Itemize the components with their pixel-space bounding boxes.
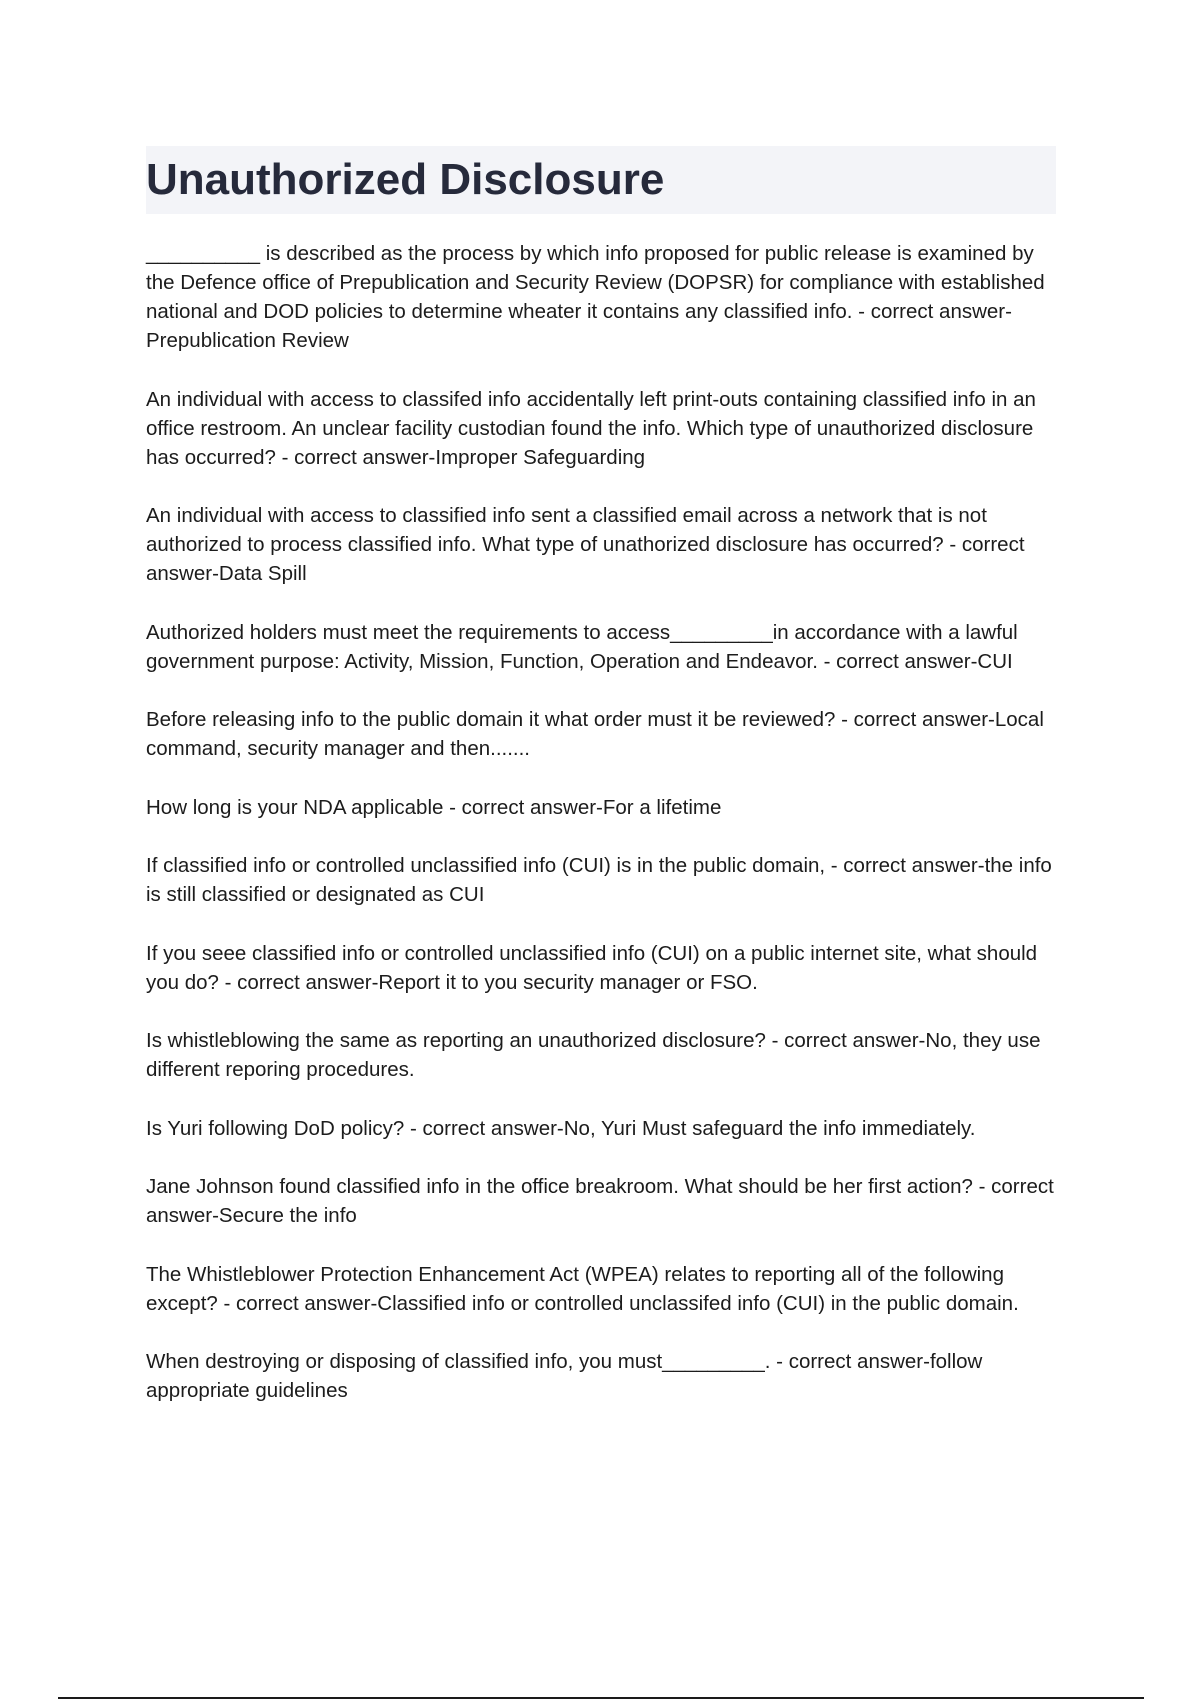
qa-item-text: How long is your NDA applicable - correct answer-For a lifetime xyxy=(146,795,722,819)
qa-item xyxy=(146,939,1066,997)
qa-item-text: Before releasing info to the public domain it what order must it be reviewed? - correct answer-Local command, security manager and then....... xyxy=(146,708,1044,760)
qa-item xyxy=(146,705,1066,763)
page-title: Unauthorized Disclosure xyxy=(146,155,665,204)
qa-item xyxy=(146,1114,1066,1143)
qa-item xyxy=(146,385,1066,472)
qa-list xyxy=(146,239,1066,1435)
qa-item xyxy=(146,239,1066,355)
qa-item xyxy=(146,501,1066,588)
qa-item-text: An individual with access to classifed info accidentally left print-outs containing classified info in an office restroom. An unclear facility custodian found the info. Which type of unauthorized disclosure has occurred? - correct answer-Improper Safeguarding xyxy=(146,387,1036,469)
qa-item-text: __________ is described as the process by which info proposed for public release is examined by the Defence office of Prepublication and Security Review (DOPSR) for compliance with established national and DOD policies to determine wheater it contains any classified info. - correct answer-Prepublication Review xyxy=(146,242,1045,352)
qa-item-text: If you seee classified info or controlled unclassified info (CUI) on a public internet site, what should you do? - correct answer-Report it to you security manager or FSO. xyxy=(146,941,1038,994)
qa-item-text: Is Yuri following DoD policy? - correct answer-No, Yuri Must safeguard the info immediately. xyxy=(146,1116,976,1140)
qa-item-text: If classified info or controlled unclassified info (CUI) is in the public domain, - correct answer-the info is still classified or designated as CUI xyxy=(146,854,1052,906)
qa-item xyxy=(146,1260,1066,1318)
qa-item xyxy=(146,618,1066,676)
qa-item-text: Is whistleblowing the same as reporting an unauthorized disclosure? - correct answer-No, they use different reporing procedures. xyxy=(146,1029,1041,1081)
title-banner xyxy=(146,146,1056,214)
qa-item-text: The Whistleblower Protection Enhancement Act (WPEA) relates to reporting all of the following except? - correct answer-Classified info or controlled unclassifed info (CUI) in the public domain. xyxy=(146,1262,1019,1315)
footer-divider xyxy=(58,1697,1144,1699)
qa-item-text: An individual with access to classified info sent a classified email across a network that is not authorized to process classified info. What type of unathorized disclosure has occurred? - correct answer-Data Spill xyxy=(146,504,1025,585)
qa-item xyxy=(146,1347,1066,1405)
qa-item-text: When destroying or disposing of classified info, you must_________. - correct answer-follow appropriate guidelines xyxy=(146,1350,983,1402)
qa-item xyxy=(146,851,1066,909)
qa-item xyxy=(146,1026,1066,1084)
qa-item-text: Authorized holders must meet the requirements to access_________in accordance with a lawful government purpose: Activity, Mission, Function, Operation and Endeavor. - correct answer-CUI xyxy=(146,620,1018,673)
qa-item-text: Jane Johnson found classified info in the office breakroom. What should be her first action? - correct answer-Secure the info xyxy=(146,1175,1054,1227)
qa-item xyxy=(146,793,1066,822)
qa-item xyxy=(146,1172,1066,1230)
